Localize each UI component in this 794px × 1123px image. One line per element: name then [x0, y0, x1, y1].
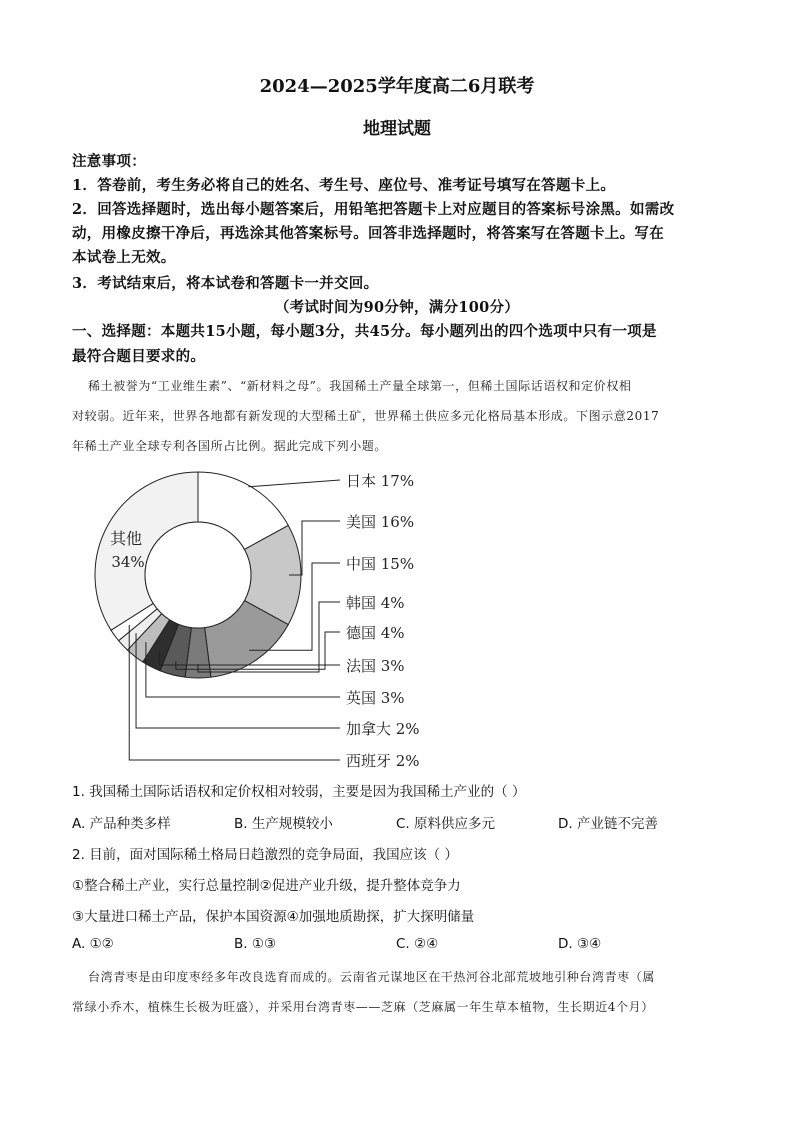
patent-share-donut-chart	[0, 460, 794, 780]
q1-option-b: B. 生产规模较小	[234, 816, 333, 832]
pie-label-other-name: 其他	[109, 529, 143, 548]
pie-label-韩国: 韩国 4%	[346, 594, 405, 612]
notice-item-2-line-3: 本试卷上无效。	[72, 249, 176, 266]
q1-option-c: C. 原料供应多元	[396, 816, 496, 832]
q2-option-c: C. ②④	[396, 936, 439, 952]
pie-label-法国: 法国 3%	[346, 657, 405, 675]
q1-stem: 1. 我国稀土国际话语权和定价权相对较弱，主要是因为我国稀土产业的（ ）	[72, 784, 526, 800]
pie-label-中国: 中国 15%	[346, 555, 415, 573]
passage-2-line-1: 台湾青枣是由印度枣经多年改良选育而成的。云南省元谋地区在干热河谷北部荒坡地引种台湾青枣（属	[88, 970, 656, 984]
pie-label-美国: 美国 16%	[346, 513, 415, 531]
pie-label-英国: 英国 3%	[346, 689, 405, 707]
q2-stem: 2. 目前，面对国际稀土格局日趋激烈的竞争局面，我国应该（ ）	[72, 847, 458, 863]
passage-1-line-1: 稀土被誉为“工业维生素”、“新材料之母”。我国稀土产量全球第一，但稀土国际话语权和定价权相	[88, 379, 632, 393]
pie-label-西班牙: 西班牙 2%	[346, 752, 420, 770]
pie-label-加拿大: 加拿大 2%	[346, 720, 420, 738]
subject-title: 地理试题	[363, 119, 431, 139]
section-1-line-2: 最符合题目要求的。	[72, 348, 206, 365]
notice-item-2-line-2: 动，用橡皮擦干净后，再选涂其他答案标号。回答非选择题时，将答案写在答题卡上。写在	[72, 225, 664, 242]
donut-hole	[145, 522, 251, 628]
pie-label-日本: 日本 17%	[346, 472, 415, 490]
notice-heading: 注意事项：	[72, 153, 146, 170]
passage-1-line-3: 年稀土产业全球专利各国所占比例。据此完成下列小题。	[72, 439, 388, 453]
exam-title: 2024—2025学年度高二6月联考	[259, 76, 535, 97]
q2-option-a: A. ①②	[72, 936, 114, 952]
pie-label-other-value: 34%	[111, 553, 145, 571]
pie-label-德国: 德国 4%	[346, 624, 405, 642]
section-1-line-1: 一、选择题：本题共15小题，每小题3分，共45分。每小题列出的四个选项中只有一项是	[72, 323, 657, 340]
q2-statements-line-2: ③大量进口稀土产品，保护本国资源④加强地质勘探，扩大探明储量	[72, 909, 475, 925]
leader-line-0	[248, 480, 340, 487]
q2-statements-line-1: ①整合稀土产业，实行总量控制②促进产业升级，提升整体竞争力	[72, 878, 461, 894]
passage-2-line-2: 常绿小乔木，植株生长极为旺盛），并采用台湾青枣——芝麻（芝麻属一年生草本植物，生长期近4个月）	[72, 1000, 654, 1014]
q2-option-d: D. ③④	[558, 936, 602, 952]
q1-option-a: A. 产品种类多样	[72, 816, 171, 832]
notice-item-2-line-1: 2．回答选择题时，选出每小题答案后，用铅笔把答题卡上对应题目的答案标号涂黑。如需改	[72, 201, 675, 218]
exam-time-info: （考试时间为90分钟，满分100分）	[274, 299, 520, 316]
notice-item-1: 1．答卷前，考生务必将自己的姓名、考生号、座位号、准考证号填写在答题卡上。	[72, 177, 616, 194]
q2-option-b: B. ①③	[234, 936, 277, 952]
notice-item-3: 3．考试结束后，将本试卷和答题卡一并交回。	[72, 275, 379, 292]
q1-option-d: D. 产业链不完善	[558, 816, 658, 832]
passage-1-line-2: 对较弱。近年来，世界各地都有新发现的大型稀土矿，世界稀土供应多元化格局基本形成。下图示意2017	[72, 409, 660, 423]
